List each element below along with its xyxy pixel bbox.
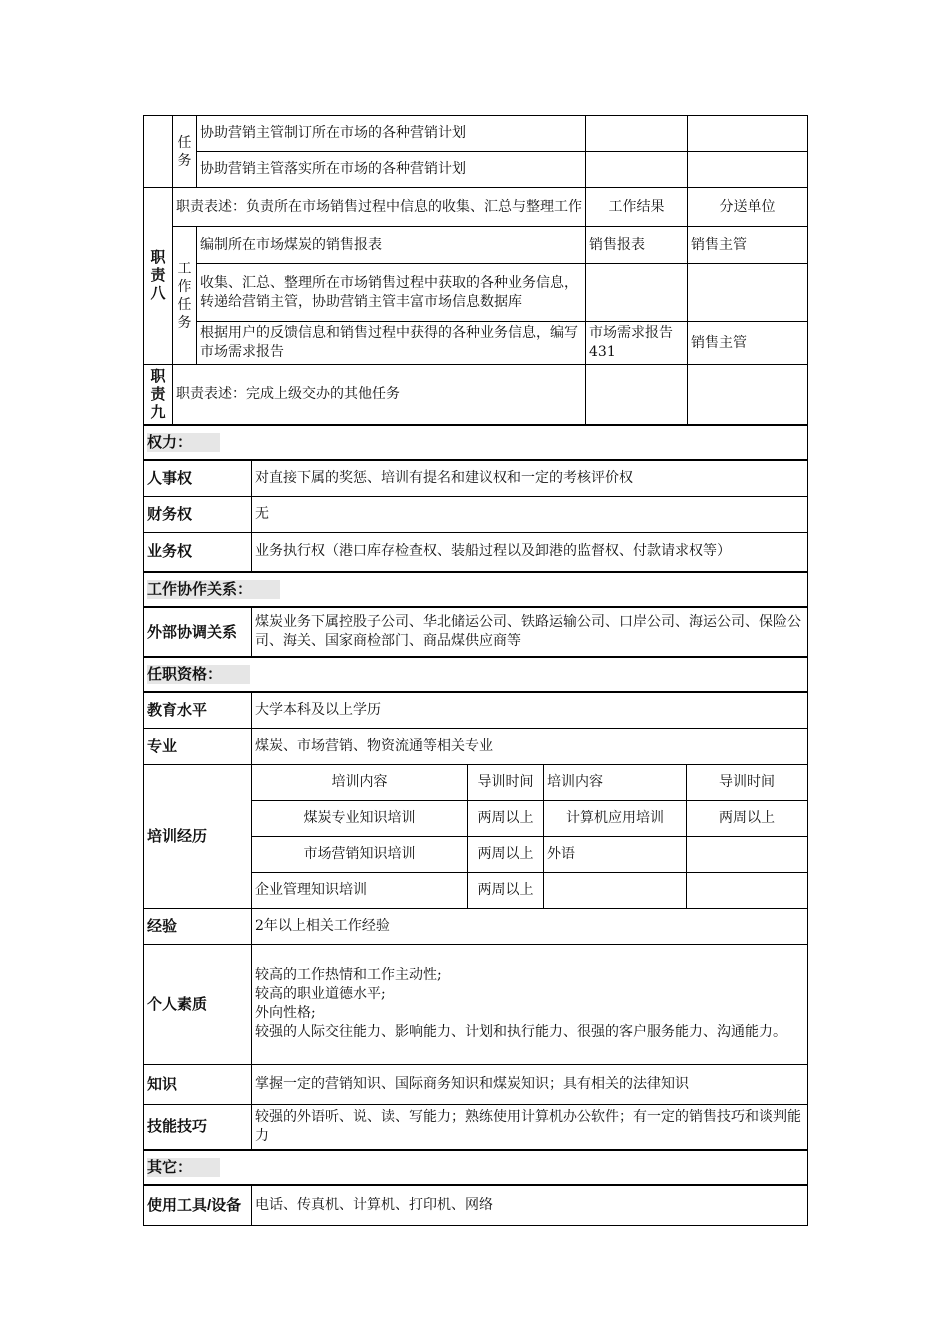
result-header: 工作结果	[586, 188, 688, 227]
task-item: 编制所在市场煤炭的销售报表	[197, 227, 586, 264]
duty-9-description: 职责表述：完成上级交办的其他任务	[173, 365, 586, 425]
tools-label: 使用工具/设备	[144, 1185, 252, 1225]
task-result	[586, 152, 688, 188]
duties-table	[143, 115, 808, 425]
training-cell: 两周以上	[468, 800, 544, 836]
training-cell: 计算机应用培训	[544, 800, 687, 836]
training-cell: 两周以上	[468, 836, 544, 872]
authority-label: 业务权	[144, 532, 252, 572]
duty-9-label: 职责九	[144, 365, 173, 425]
other-section-title: 其它：	[147, 1158, 220, 1177]
tools-value: 电话、传真机、计算机、打印机、网络	[252, 1185, 808, 1225]
qualifications-section-title: 任职资格：	[147, 665, 250, 684]
training-header: 培训内容	[252, 764, 468, 800]
duty-8-description: 职责表述：负责所在市场销售过程中信息的收集、汇总与整理工作	[173, 188, 586, 227]
duty-7-label-cell	[144, 116, 173, 188]
training-cell: 两周以上	[687, 800, 808, 836]
training-header: 导训时间	[468, 764, 544, 800]
duty-8-label: 职责八	[144, 188, 173, 365]
experience-label: 经验	[144, 908, 252, 944]
task-label-top: 任务	[173, 116, 197, 188]
training-header: 导训时间	[687, 764, 808, 800]
task-item: 协助营销主管落实所在市场的各种营销计划	[197, 152, 586, 188]
duty-9-result	[586, 365, 688, 425]
authority-section-title: 权力：	[147, 433, 220, 452]
relations-section-header	[144, 572, 808, 607]
personal-line: 较强的人际交往能力、影响能力、计划和执行能力、很强的客户服务能力、沟通能力。	[255, 1024, 787, 1040]
training-cell	[687, 872, 808, 908]
major-label: 专业	[144, 728, 252, 764]
task-item: 收集、汇总、整理所在市场销售过程中获取的各种业务信息，转递给营销主管，协助营销主管丰富市场信息数据库	[197, 264, 586, 322]
authority-label: 财务权	[144, 496, 252, 532]
duty-9-dest	[688, 365, 808, 425]
training-cell: 企业管理知识培训	[252, 872, 468, 908]
experience-value: 2年以上相关工作经验	[252, 908, 808, 944]
qualifications-section-header	[144, 657, 808, 692]
training-cell: 外语	[544, 836, 687, 872]
education-label: 教育水平	[144, 692, 252, 728]
task-dest	[688, 152, 808, 188]
knowledge-label: 知识	[144, 1064, 252, 1104]
personal-line: 外向性格;	[255, 1005, 316, 1021]
personal-line: 较高的工作热情和工作主动性;	[255, 967, 442, 983]
authority-value: 业务执行权（港口库存检查权、装船过程以及卸港的监督权、付款请求权等）	[252, 532, 808, 572]
skills-label: 技能技巧	[144, 1104, 252, 1150]
training-cell	[687, 836, 808, 872]
task-item: 根据用户的反馈信息和销售过程中获得的各种业务信息，编写市场需求报告	[197, 322, 586, 365]
task-label-duty-8: 工作任务	[173, 227, 197, 365]
authority-label: 人事权	[144, 460, 252, 496]
knowledge-value: 掌握一定的营销知识、国际商务知识和煤炭知识；具有相关的法律知识	[252, 1064, 808, 1104]
major-value: 煤炭、市场营销、物资流通等相关专业	[252, 728, 808, 764]
profile-table	[143, 424, 808, 1226]
task-dest: 销售主管	[688, 322, 808, 365]
training-header: 培训内容	[544, 764, 687, 800]
authority-section-header	[144, 425, 808, 460]
relations-value: 煤炭业务下属控股子公司、华北储运公司、铁路运输公司、口岸公司、海运公司、保险公司、海关、国家商检部门、商品煤供应商等	[252, 607, 808, 657]
task-item: 协助营销主管制订所在市场的各种营销计划	[197, 116, 586, 152]
authority-value: 无	[252, 496, 808, 532]
task-result	[586, 116, 688, 152]
skills-value: 较强的外语听、说、读、写能力；熟练使用计算机办公软件；有一定的销售技巧和谈判能力	[252, 1104, 808, 1150]
dest-header: 分送单位	[688, 188, 808, 227]
task-dest	[688, 264, 808, 322]
relations-section-title: 工作协作关系：	[147, 580, 280, 599]
training-label: 培训经历	[144, 764, 252, 908]
authority-value: 对直接下属的奖惩、培训有提名和建议权和一定的考核评价权	[252, 460, 808, 496]
training-cell: 市场营销知识培训	[252, 836, 468, 872]
task-result	[586, 264, 688, 322]
personal-label: 个人素质	[144, 944, 252, 1064]
job-description-sheet	[143, 115, 807, 1226]
other-section-header	[144, 1150, 808, 1185]
task-dest	[688, 116, 808, 152]
task-dest: 销售主管	[688, 227, 808, 264]
personal-line: 较高的职业道德水平;	[255, 986, 386, 1002]
personal-value	[252, 944, 808, 1064]
training-cell: 煤炭专业知识培训	[252, 800, 468, 836]
relations-label: 外部协调关系	[144, 607, 252, 657]
task-result: 销售报表	[586, 227, 688, 264]
training-cell: 两周以上	[468, 872, 544, 908]
task-result: 市场需求报告431	[586, 322, 688, 365]
education-value: 大学本科及以上学历	[252, 692, 808, 728]
training-cell	[544, 872, 687, 908]
